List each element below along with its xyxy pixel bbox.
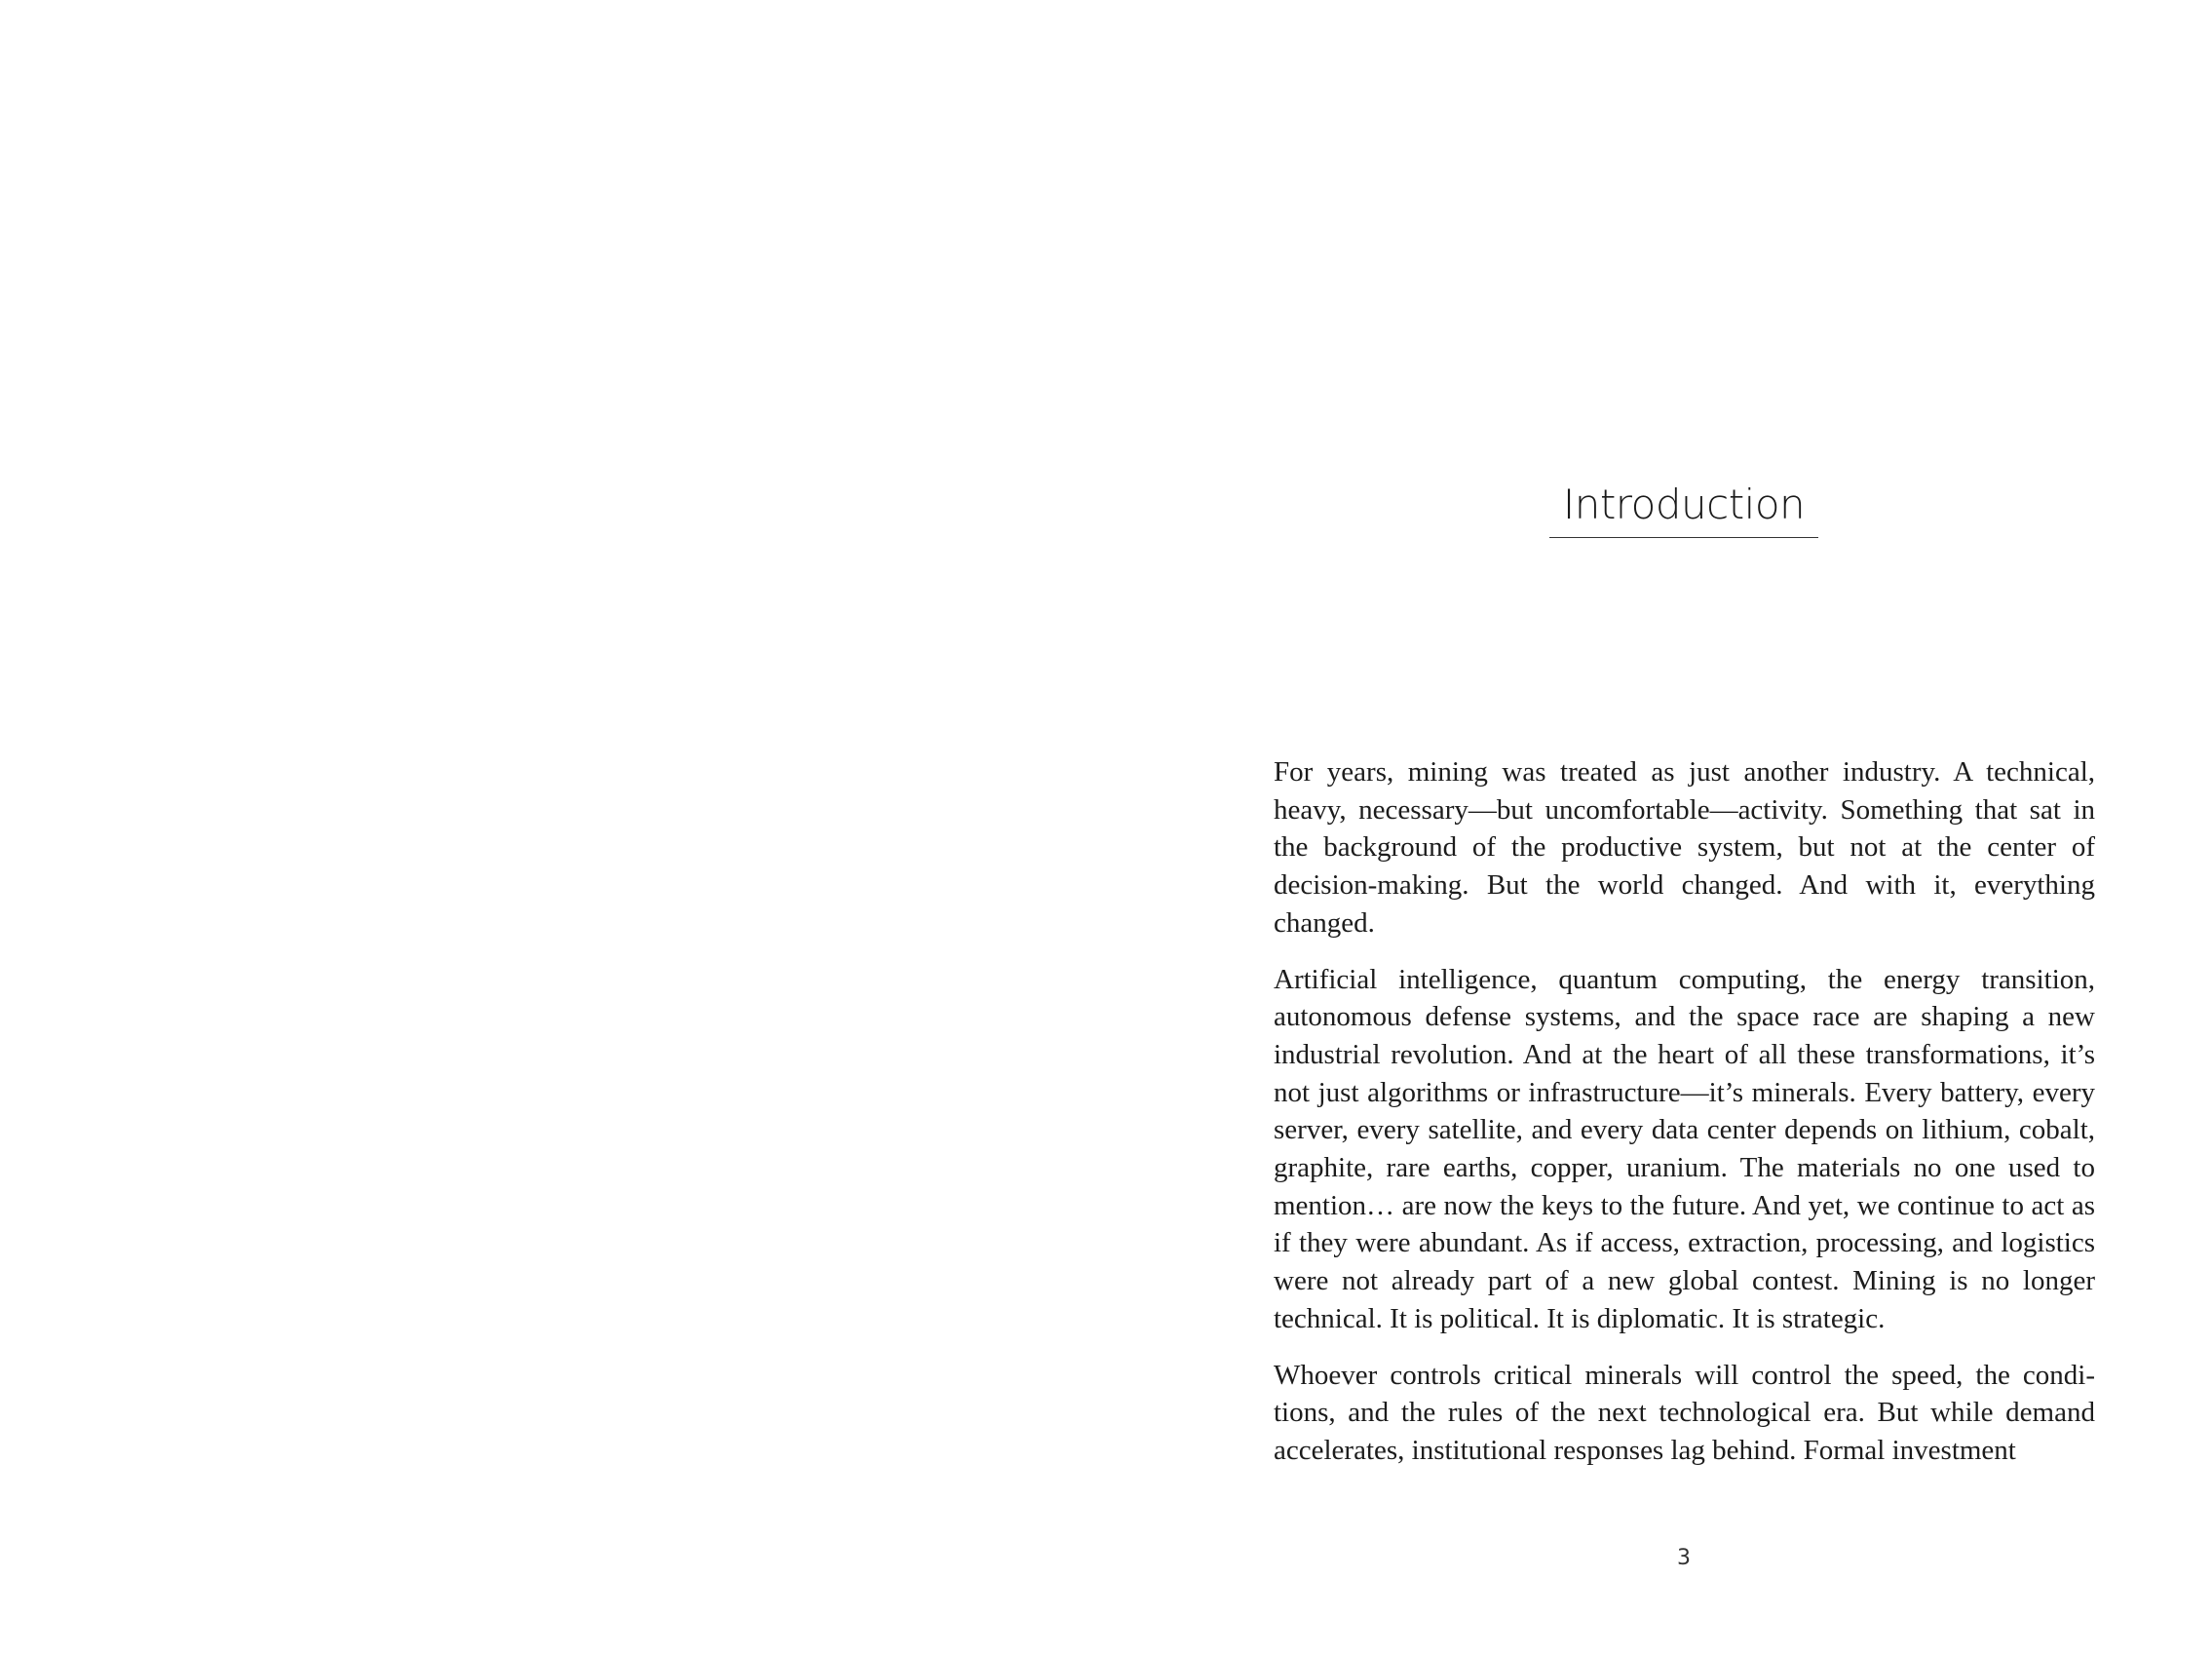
page-number: 3	[1677, 1546, 1691, 1570]
paragraph-1: For years, mining was treated as just another industry. A technical, heavy, necessary—but uncomfortable—activity. Something that sat in the background of the productive system, but not at the center of decision-making. But the world changed. And with it, everything changed.	[1274, 756, 2095, 939]
chapter-title: Introduction	[1562, 481, 1806, 528]
body-text	[1274, 753, 2095, 1488]
paragraph-2: Artificial intelligence, quantum computing, the energy transition, autonomous defense systems, and the space race are shaping a new industrial revolution. And at the heart of all these transformations, it’s not just algorithms or infrastructure—it’s minerals. Every battery, every server, every satellite, and every data center depends on lithium, cobalt, graphite, rare earths, copper, uranium. The materials no one used to mention… are now the keys to the future. And yet, we continue to act as if they were abundant. As if access, extraction, processing, and logistics were not already part of a new global contest. Mining is no longer technical. It is political. It is diplomatic. It is strategic.	[1274, 963, 2095, 1334]
title-underline-rule	[1549, 537, 1818, 538]
paragraph-3: Whoever controls critical minerals will control the speed, the conditions, and the rules of the next technological era. But while demand accelerates, institutional responses lag behind. Formal investment	[1274, 1359, 2095, 1466]
